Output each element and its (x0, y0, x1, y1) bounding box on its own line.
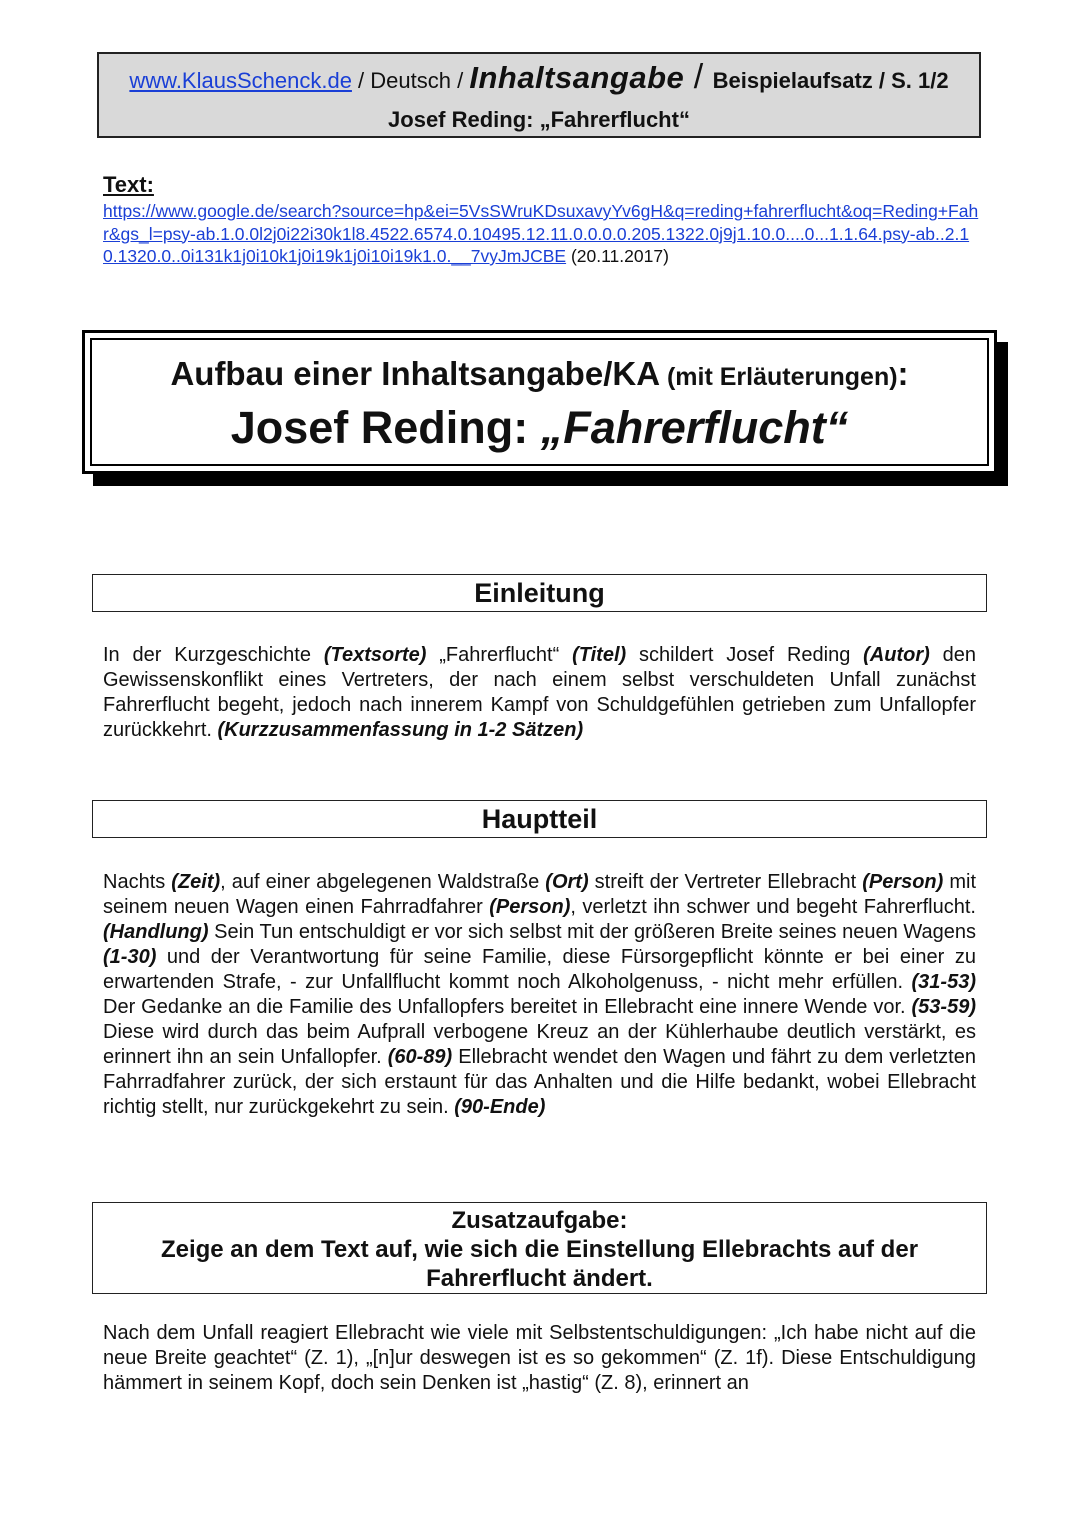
marker: (Handlung) (103, 921, 209, 943)
marker: (Zeit) (171, 871, 221, 893)
header-subtitle: Josef Reding: „Fahrerflucht“ (388, 107, 690, 132)
text-run: den Gewissenskonflikt eines Vertreters, der nach einem selbst verschuldeten Unfall zunächst Fahrerflucht begeht, jedoch nach innerem Kampf von Schuldgefühlen getrieben zum Unfallopfer zurückkehrt. (103, 644, 976, 741)
text-run: , verletzt ihn schwer und begeht Fahrerflucht. (570, 896, 976, 918)
marker: (Person) (862, 871, 944, 893)
title-work: „Fahrerflucht“ (540, 402, 849, 453)
title-colon: : (897, 355, 909, 392)
title-box-inner (90, 338, 989, 466)
header-page: / S. 1/2 (872, 68, 949, 93)
text-run: Nachts (103, 871, 172, 893)
text-run: streift der Vertreter Ellebracht (588, 871, 863, 893)
marker: (Titel) (572, 644, 627, 666)
marker: (31-53) (911, 971, 976, 993)
einleitung-paragraph (103, 643, 976, 743)
marker: (Ort) (545, 871, 589, 893)
zusatz-heading-label: Zusatzaufgabe: (451, 1207, 628, 1234)
text-run: Der Gedanke an die Familie des Unfallopfers bereitet in Ellebracht eine innere Wende vor. (103, 996, 912, 1018)
text-run: In der Kurzgeschichte (103, 644, 324, 666)
title-line-1 (92, 354, 987, 397)
source-label: Text: (103, 172, 154, 197)
document-header (97, 52, 981, 138)
marker: (53-59) (911, 996, 976, 1018)
marker: (Autor) (863, 644, 930, 666)
text-run: Ellebracht wendet den Wagen und fährt zu dem verletzten Fahrradfahrer zurück, der sich erstaunt für das Anhalten und die Hilfe bedankt, wobei Ellebracht richtig stellt, nur zurückgekehrt zu sein. (103, 1046, 976, 1118)
text-run: , auf einer abgelegenen Waldstraße (220, 871, 546, 893)
header-subject-prefix: / Deutsch / (351, 68, 470, 93)
header-type: Beispielaufsatz (712, 68, 873, 93)
section-heading-zusatzaufgabe (92, 1202, 987, 1294)
text-run: und der Verantwortung für seine Familie, diese Fürsorgepflicht könnte er bei einer zu erwartenden Strafe, - zur Unfallflucht kommt noch Alkoholgenuss, - nicht mehr erfüllen. (103, 946, 976, 993)
marker: (Kurzzusammenfassung in 1-2 Sätzen) (217, 719, 584, 741)
title-main: Aufbau einer Inhaltsangabe/KA (170, 355, 661, 392)
klausschenck-link[interactable]: www.KlausSchenck.de (129, 68, 352, 93)
header-subject: Inhaltsangabe (469, 60, 685, 95)
marker: (1-30) (103, 946, 157, 968)
zusatz-task-line-2: Fahrerflucht ändert. (426, 1265, 653, 1292)
text-run: schildert Josef Reding (626, 644, 864, 666)
header-separator: / (684, 58, 713, 96)
title-line-2 (92, 400, 987, 456)
marker: (60-89) (387, 1046, 453, 1068)
title-author: Josef Reding: (230, 402, 541, 453)
marker: (90-Ende) (454, 1096, 546, 1118)
title-box (82, 330, 997, 474)
hauptteil-paragraph (103, 870, 976, 1120)
title-annotation: (mit Erläuterungen) (660, 363, 898, 391)
source-block (103, 172, 983, 268)
source-date: (20.11.2017) (566, 246, 669, 266)
header-line (99, 60, 979, 98)
source-url-link[interactable]: https://www.google.de/search?source=hp&ei=5VsSWruKDsuxavyYv6gH&q=reding+fahrerflucht&oq=Reding+Fahr&gs_l=psy-ab.1.0.0l2j0i22i30k1l8.4522.6574.0.10495.12.11.0.0.0.0.205.1322.0j9j1.10.0....0...1.1.64.psy-ab..2.10.1320.0..0i131k1j0i10k1j0i19k1j0i10i19k1.0.__7vyJmJCBE (103, 201, 979, 266)
text-run: mit seinem neuen Wagen einen Fahrradfahrer (103, 871, 976, 918)
marker: (Person) (489, 896, 571, 918)
text-run: Diese wird durch das beim Aufprall verbogene Kreuz an der Kühlerhaube deutlich verstärkt, es erinnert ihn an sein Unfallopfer. (103, 1021, 976, 1068)
section-heading-einleitung: Einleitung (92, 574, 987, 612)
marker: (Textsorte) (323, 644, 427, 666)
section-heading-hauptteil: Hauptteil (92, 800, 987, 838)
zusatz-task-line-1: Zeige an dem Text auf, wie sich die Einstellung Ellebrachts auf der (160, 1236, 919, 1263)
text-run: „Fahrerflucht“ (426, 644, 573, 666)
zusatz-paragraph: Nach dem Unfall reagiert Ellebracht wie viele mit Selbstentschuldigungen: „Ich habe nicht auf die neue Breite geachtet“ (Z. 1), „[n]ur deswegen ist es so gekommen“ (Z. 1f). Diese Entschuldigung hämmert in seinem Kopf, doch sein Denken ist „hastig“ (Z. 8), erinnert an (103, 1322, 976, 1394)
source-url-line (103, 200, 983, 268)
text-run: Sein Tun entschuldigt er vor sich selbst mit der größeren Breite seines neuen Wagens (208, 921, 976, 943)
